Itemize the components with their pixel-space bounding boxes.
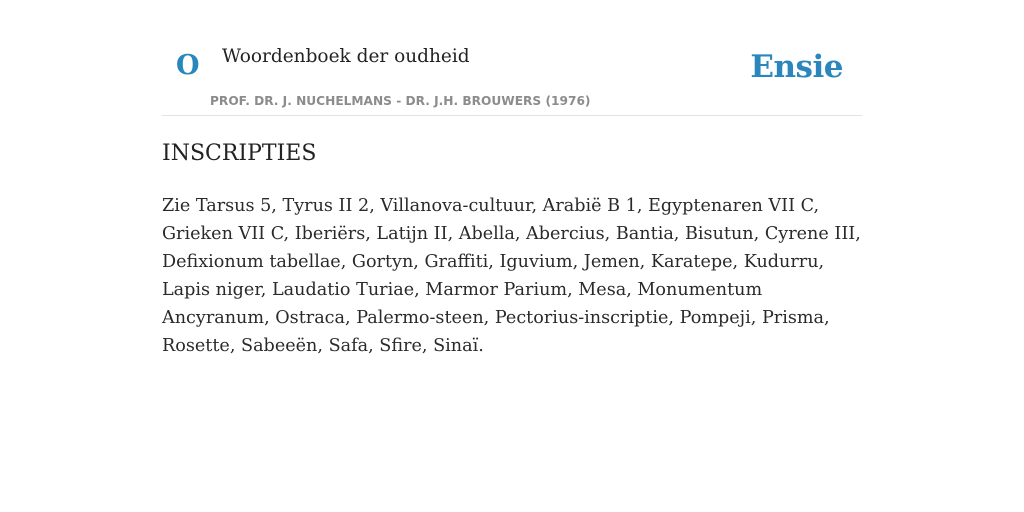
entry-title: INSCRIPTIES — [162, 141, 317, 166]
page-container — [162, 0, 862, 356]
book-authors: PROF. DR. J. NUCHELMANS - DR. J.H. BROUWERS (1976) — [210, 94, 591, 108]
book-header — [162, 0, 862, 116]
book-title-link[interactable]: Woordenboek der oudheid — [222, 46, 470, 67]
ensie-logo[interactable]: Ensie — [750, 49, 843, 85]
book-letter: O — [176, 50, 200, 81]
entry-body: Zie Tarsus 5, Tyrus II 2, Villanova-cultuur, Arabië B 1, Egyptenaren VII C, Grieken VII C, Iberiërs, Latijn II, Abella, Abercius, Bantia, Bisutun, Cyrene III, Defixionum tabellae, Gortyn, Graffiti, Iguvium, Jemen, Karatepe, Kudurru, Lapis niger, Laudatio Turiae, Marmor Parium, Mesa, Monumentum Ancyranum, Ostraca, Palermo-steen, Pectorius-inscriptie, Pompeji, Prisma, Rosette, Sabeeën, Safa, Sfire, Sinaï. — [162, 196, 861, 356]
